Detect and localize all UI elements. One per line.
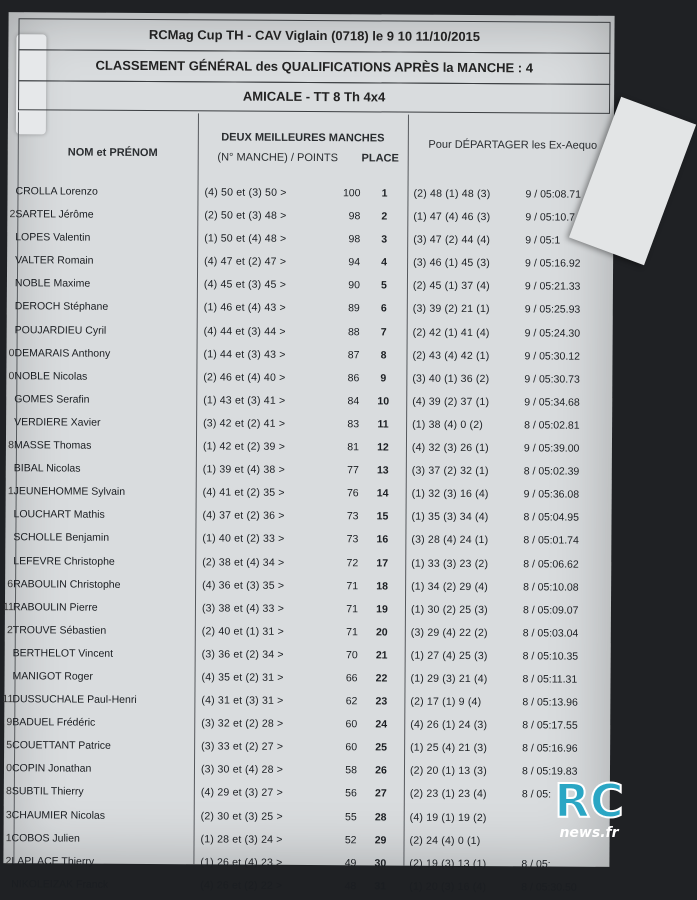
- place: 12: [373, 436, 393, 459]
- best-heats: (1) 26 et (4) 23 >: [200, 851, 282, 875]
- place: 5: [374, 275, 394, 298]
- place: 9: [373, 367, 393, 390]
- total-points: 71: [328, 575, 358, 598]
- best-heats: (1) 28 et (3) 24 >: [200, 828, 282, 852]
- tiebreak-heats: (2) 20 (1) 13 (3): [410, 760, 487, 783]
- place: 30: [370, 852, 390, 875]
- total-points: 89: [330, 298, 360, 321]
- watermark-site: news.fr: [540, 825, 638, 841]
- place: 7: [374, 321, 394, 344]
- best-heats: (2) 40 et (1) 31 >: [202, 620, 284, 644]
- row-number: 2: [5, 203, 15, 226]
- best-heats: (1) 40 et (2) 33 >: [202, 528, 284, 552]
- best-heats: (1) 44 et (3) 43 >: [203, 343, 285, 367]
- place: 21: [372, 644, 392, 667]
- tiebreak-heats: (2) 17 (1) 9 (4): [410, 691, 481, 714]
- folded-paper-corner: [569, 97, 696, 265]
- row-number: 1: [1, 827, 11, 850]
- best-heats: (3) 30 et (4) 28 >: [201, 759, 283, 783]
- tiebreak-time: 9 / 05:25.93: [525, 299, 581, 322]
- total-points: 70: [328, 644, 358, 667]
- row-number: 6: [3, 573, 13, 596]
- tiebreak-time: 8 / 05:11.31: [522, 668, 577, 691]
- place: 28: [371, 806, 391, 829]
- tiebreak-time: 9 / 05:16.92: [525, 253, 581, 276]
- tiebreak-heats: (1) 34 (2) 29 (4): [411, 575, 488, 598]
- row-number: 1: [4, 480, 14, 503]
- best-heats: (1) 50 et (4) 48 >: [204, 228, 286, 252]
- total-points: 72: [328, 552, 358, 575]
- best-heats: (4) 50 et (3) 50 >: [204, 181, 286, 205]
- driver-name: SUBTIL Thierry: [12, 781, 84, 804]
- total-points: 84: [329, 390, 359, 413]
- place: 2: [374, 205, 394, 228]
- tiebreak-time: 9 / 05:30.73: [524, 368, 580, 391]
- tiebreak-heats: (1) 38 (4) 0 (2): [412, 414, 483, 437]
- total-points: 98: [330, 228, 360, 251]
- total-points: 62: [327, 690, 357, 713]
- place: 15: [372, 506, 392, 529]
- tiebreak-heats: (2) 19 (3) 13 (1): [409, 852, 486, 875]
- tiebreak-heats: (4) 26 (1) 24 (3): [410, 714, 487, 737]
- place: 3: [374, 229, 394, 252]
- tiebreak-heats: (1) 32 (3) 16 (4): [412, 483, 489, 506]
- total-points: 52: [326, 829, 356, 852]
- driver-name: JEUNEHOMME Sylvain: [14, 480, 126, 504]
- driver-name: NOBLE Maxime: [15, 273, 90, 296]
- total-points: 86: [329, 367, 359, 390]
- tiebreak-time: 9 / 05:21.33: [525, 276, 581, 299]
- total-points: 48: [326, 875, 356, 898]
- place: 17: [372, 552, 392, 575]
- total-points: 88: [330, 321, 360, 344]
- best-heats: (1) 46 et (4) 43 >: [204, 297, 286, 321]
- best-heats: (4) 47 et (2) 47 >: [204, 251, 286, 275]
- best-heats: (4) 37 et (2) 36 >: [202, 505, 284, 529]
- column-header-tie: Pour DÉPARTAGER les Ex-Aequo: [413, 139, 613, 152]
- tiebreak-heats: (3) 28 (4) 24 (1): [411, 529, 488, 552]
- watermark-logo: RC: [540, 775, 638, 827]
- results-table: [3, 180, 613, 900]
- best-heats: (4) 41 et (2) 35 >: [203, 482, 285, 506]
- place: 4: [374, 252, 394, 275]
- column-header-best: DEUX MEILLEURES MANCHES: [203, 131, 403, 144]
- driver-name: LOUCHART Mathis: [13, 504, 104, 528]
- row-number: 11: [3, 596, 13, 619]
- driver-name: DEMARAIS Anthony: [14, 342, 110, 366]
- driver-name: SARTEL Jérôme: [15, 203, 93, 226]
- total-points: 60: [327, 736, 357, 759]
- driver-name: VALTER Romain: [15, 249, 94, 272]
- event-title: RCMag Cup TH - CAV Viglain (0718) le 9 10 11/10/2015: [18, 18, 610, 54]
- driver-name: DUSSUCHALE Paul-Henri: [12, 688, 136, 712]
- tiebreak-heats: (2) 43 (4) 42 (1): [412, 344, 489, 367]
- column-header-best-sub: (N° MANCHE) / POINTS: [203, 151, 353, 164]
- place: 25: [371, 737, 391, 760]
- tiebreak-time: 8 / 05:19.83: [522, 761, 578, 784]
- tiebreak-time: 8 / 05:09.07: [523, 599, 579, 622]
- row-number: 8: [4, 434, 14, 457]
- table-row: [3, 873, 609, 900]
- total-points: 58: [327, 759, 357, 782]
- total-points: 73: [328, 529, 358, 552]
- total-points: 56: [327, 783, 357, 806]
- tiebreak-heats: (1) 20 (3) 16 (4): [409, 875, 486, 898]
- driver-name: LAPLACE Thierry: [11, 850, 94, 874]
- best-heats: (3) 32 et (2) 28 >: [201, 713, 283, 737]
- place: 6: [374, 298, 394, 321]
- place: 22: [371, 667, 391, 690]
- column-header-place: PLACE: [353, 152, 408, 164]
- tiebreak-heats: (1) 33 (3) 23 (2): [411, 552, 488, 575]
- best-heats: (1) 39 et (4) 38 >: [203, 458, 285, 482]
- tiebreak-heats: (2) 23 (1) 23 (4): [410, 783, 487, 806]
- driver-name: SCHOLLE Benjamin: [13, 527, 109, 551]
- tiebreak-time: 8 / 05:01.74: [523, 530, 579, 553]
- best-heats: (2) 38 et (4) 34 >: [202, 551, 284, 575]
- driver-name: DEROCH Stéphane: [15, 296, 109, 320]
- total-points: 60: [327, 713, 357, 736]
- best-heats: (1) 42 et (2) 39 >: [203, 435, 285, 459]
- best-heats: (4) 35 et (2) 31 >: [201, 666, 283, 690]
- best-heats: (2) 50 et (3) 48 >: [204, 204, 286, 228]
- total-points: 83: [329, 413, 359, 436]
- rcnews-watermark: [540, 775, 638, 853]
- row-number: 0: [4, 365, 14, 388]
- driver-name: COPIN Jonathan: [12, 758, 92, 781]
- column-header-name: NOM et PRÉNOM: [28, 146, 198, 159]
- driver-name: NOBLE Nicolas: [14, 365, 87, 388]
- driver-name: LEFEVRE Christophe: [13, 550, 115, 574]
- total-points: 94: [330, 251, 360, 274]
- ranking-title: CLASSEMENT GÉNÉRAL des QUALIFICATIONS APRÈS la MANCHE : 4: [18, 49, 610, 85]
- best-heats: (3) 36 et (2) 34 >: [202, 643, 284, 667]
- driver-name: RABOULIN Christophe: [13, 573, 121, 597]
- tiebreak-heats: (1) 35 (3) 34 (4): [411, 506, 488, 529]
- total-points: 100: [330, 182, 360, 205]
- tiebreak-time: 9 / 05:30.12: [524, 345, 580, 368]
- tiebreak-time: 8 / 05:10.08: [523, 576, 579, 599]
- driver-name: COUETTANT Patrice: [12, 734, 111, 758]
- tiebreak-time: 9 / 05:1: [525, 230, 560, 253]
- tiebreak-heats: (1) 25 (4) 21 (3): [410, 737, 487, 760]
- tiebreak-time: 8 / 05:03.04: [523, 622, 579, 645]
- driver-name: GOMES Serafin: [14, 388, 89, 411]
- tiebreak-heats: (2) 24 (4) 0 (1): [409, 829, 480, 852]
- tiebreak-heats: (2) 48 (1) 48 (3): [413, 183, 490, 206]
- place: 20: [372, 621, 392, 644]
- best-heats: (2) 46 et (4) 40 >: [203, 366, 285, 390]
- best-heats: (4) 31 et (3) 31 >: [201, 689, 283, 713]
- place: 10: [373, 390, 393, 413]
- row-number: 11: [2, 688, 12, 711]
- driver-name: MANIGOT Roger: [12, 665, 92, 688]
- row-number: 0: [2, 757, 12, 780]
- tiebreak-time: 8 / 05:30.50: [521, 876, 577, 899]
- tiebreak-heats: (1) 29 (3) 21 (4): [410, 668, 487, 691]
- best-heats: (4) 26 et (2) 22 >: [200, 874, 282, 898]
- place: 19: [372, 598, 392, 621]
- tiebreak-heats: (3) 40 (1) 36 (2): [412, 367, 489, 390]
- tiebreak-heats: (1) 47 (4) 46 (3): [413, 206, 490, 229]
- tiebreak-time: 9 / 05:10.7: [525, 206, 575, 229]
- row-number: 2: [1, 850, 11, 873]
- tiebreak-heats: (2) 45 (1) 37 (4): [413, 275, 490, 298]
- driver-name: VERDIERE Xavier: [14, 411, 100, 435]
- total-points: 73: [328, 505, 358, 528]
- best-heats: (4) 45 et (3) 45 >: [204, 274, 286, 298]
- tiebreak-time: 8 / 05:06.62: [523, 553, 579, 576]
- results-sheet: [3, 12, 614, 867]
- row-number: 8: [2, 781, 12, 804]
- best-heats: (3) 33 et (2) 27 >: [201, 736, 283, 760]
- tiebreak-heats: (4) 19 (1) 19 (2): [410, 806, 487, 829]
- row-number: 3: [2, 804, 12, 827]
- total-points: 87: [329, 344, 359, 367]
- best-heats: (3) 42 et (2) 41 >: [203, 412, 285, 436]
- place: 29: [370, 829, 390, 852]
- tiebreak-heats: (3) 29 (4) 22 (2): [411, 621, 488, 644]
- total-points: 55: [327, 806, 357, 829]
- place: 18: [372, 575, 392, 598]
- driver-name: BIBAL Nicolas: [14, 457, 81, 480]
- place: 8: [373, 344, 393, 367]
- row-number: 9: [2, 711, 12, 734]
- tiebreak-heats: (3) 39 (2) 21 (1): [413, 298, 490, 321]
- place: 16: [372, 529, 392, 552]
- driver-name: TROUVE Sébastien: [13, 619, 107, 643]
- best-heats: (4) 44 et (3) 44 >: [204, 320, 286, 344]
- place: 13: [373, 460, 393, 483]
- place: 24: [371, 714, 391, 737]
- driver-name: MASSE Thomas: [14, 434, 92, 457]
- driver-name: CROLLA Lorenzo: [15, 180, 97, 204]
- place: 1: [374, 182, 394, 205]
- driver-name: BERTHELOT Vincent: [13, 642, 114, 666]
- tiebreak-time: 8 / 05:: [521, 853, 550, 876]
- total-points: 81: [329, 436, 359, 459]
- tiebreak-heats: (1) 27 (4) 25 (3): [411, 645, 488, 668]
- tiebreak-heats: (3) 47 (2) 44 (4): [413, 229, 490, 252]
- driver-name: RABOULIN Pierre: [13, 596, 98, 620]
- best-heats: (4) 36 et (3) 35 >: [202, 574, 284, 598]
- tiebreak-time: 8 / 05:10.35: [523, 645, 579, 668]
- best-heats: (4) 29 et (3) 27 >: [201, 782, 283, 806]
- driver-name: BADUEL Frédéric: [12, 711, 95, 735]
- tiebreak-heats: (3) 37 (2) 32 (1): [412, 460, 489, 483]
- tiebreak-time: 8 / 05:02.39: [524, 460, 580, 483]
- row-number: 5: [2, 734, 12, 757]
- tiebreak-time: 8 / 05:04.95: [523, 507, 579, 530]
- tiebreak-time: 9 / 05:36.08: [524, 484, 580, 507]
- driver-name: CHAUMIER Nicolas: [12, 804, 105, 828]
- total-points: 77: [329, 459, 359, 482]
- tiebreak-time: 8 / 05:13.96: [522, 691, 578, 714]
- total-points: 66: [327, 667, 357, 690]
- place: 31: [370, 875, 390, 898]
- tiebreak-time: 9 / 05:24.30: [525, 322, 581, 345]
- tiebreak-heats: (1) 30 (2) 25 (3): [411, 598, 488, 621]
- tiebreak-heats: (2) 42 (1) 41 (4): [413, 321, 490, 344]
- total-points: 76: [329, 482, 359, 505]
- total-points: 90: [330, 275, 360, 298]
- tiebreak-time: 8 / 05:: [522, 784, 551, 807]
- tiebreak-time: 8 / 05:16.96: [522, 738, 578, 761]
- best-heats: (2) 30 et (3) 25 >: [201, 805, 283, 829]
- tiebreak-heats: (4) 39 (2) 37 (1): [412, 390, 489, 413]
- tiebreak-time: 9 / 05:08.71: [525, 183, 581, 206]
- tiebreak-time: 9 / 05:39.00: [524, 437, 580, 460]
- total-points: 71: [328, 598, 358, 621]
- driver-name: NIKOLEIZAK Franck: [11, 873, 108, 897]
- place: 26: [371, 760, 391, 783]
- best-heats: (1) 43 et (3) 41 >: [203, 389, 285, 413]
- tiebreak-time: 9 / 05:34.68: [524, 391, 580, 414]
- driver-name: COBOS Julien: [11, 827, 79, 850]
- total-points: 98: [330, 205, 360, 228]
- place: 23: [371, 690, 391, 713]
- place: 11: [373, 413, 393, 436]
- tiebreak-heats: (4) 32 (3) 26 (1): [412, 437, 489, 460]
- driver-name: POUJARDIEU Cyril: [15, 319, 107, 343]
- category-title: AMICALE - TT 8 Th 4x4: [18, 80, 610, 114]
- driver-name: LOPES Valentin: [15, 226, 90, 249]
- place: 14: [373, 483, 393, 506]
- tiebreak-time: 8 / 05:02.81: [524, 414, 580, 437]
- row-number: 0: [4, 342, 14, 365]
- tiebreak-time: 8 / 05:17.55: [522, 714, 578, 737]
- total-points: 49: [326, 852, 356, 875]
- place: 27: [371, 783, 391, 806]
- best-heats: (3) 38 et (4) 33 >: [202, 597, 284, 621]
- tiebreak-heats: (3) 46 (1) 45 (3): [413, 252, 490, 275]
- total-points: 71: [328, 621, 358, 644]
- row-number: 2: [3, 619, 13, 642]
